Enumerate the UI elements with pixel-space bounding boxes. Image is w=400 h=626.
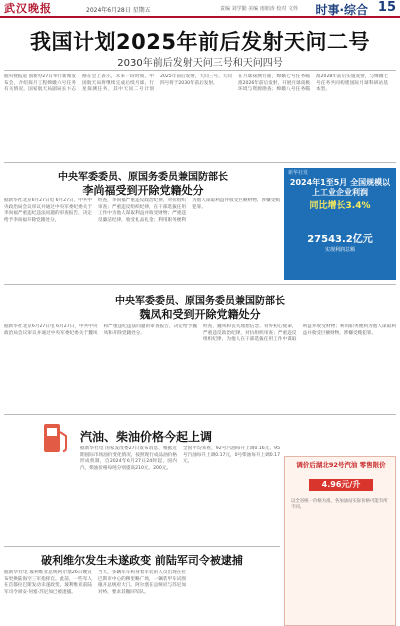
lead-paragraph: 在月球探测方面，嫦娥七号任务瞄准2026年前后发射，开展月球南极环境与资源勘查；嫦娥八号任务瞄准2028年前后实施发射，与嫦娥七号任务共同构建国际月球科研站基本型。 — [238, 74, 388, 92]
fuel-pump-icon — [38, 420, 74, 456]
article1-title-line2: 李尚福受到开除党籍处分 — [82, 184, 204, 197]
article1-paragraph: 据新华社北京6月27日电 6月27日，中共中央政治局会议审议并通过中央军委纪委关于李尚福严重违纪违法问题的审查报告，决定给予李尚福开除党籍处分。 — [4, 198, 92, 223]
oil-price-box — [284, 456, 396, 626]
infobox-growth-rate: 同比增长3.4% — [309, 201, 371, 211]
divider — [4, 284, 396, 285]
article1-paragraph: 经查，李尚福严重违反政治纪律，对抗组织审查；严重违反组织纪律，在干部选拔任用工作中为他人谋取利益并收受财物；严重违反廉洁纪律，收受礼品礼金；利用职务便利为他人谋取利益并收受巨额财物，涉嫌受贿犯罪。 — [98, 198, 280, 223]
article3-paragraph: 据新华社电 玻利维亚总统阿尔塞26日晚宣布更换陆海空三军指挥官。此前，一些军人在首都拉巴斯发动未遂政变。玻利维亚前陆军司令胡安·何塞·苏尼加已被逮捕。 — [4, 570, 92, 595]
newspaper-logo: 武汉晚报 — [4, 2, 52, 15]
article1-body — [4, 198, 280, 278]
issue-date: 2024年6月28日 星期五 — [86, 7, 151, 14]
section-name: 时事·综合 — [315, 3, 368, 17]
lead-body — [4, 74, 388, 158]
masthead — [0, 0, 400, 18]
oil-paragraph: 全国平均来看，92号汽油每升上调0.16元，95号汽油每升上调0.17元，0号柴油每升上调0.17元。 — [183, 446, 280, 464]
divider — [4, 414, 396, 415]
lead-subhead: 2030年前后发射天问三号和天问四号 — [117, 58, 283, 69]
lead-paragraph: 据央视报道 国新办27日举行新闻发布会，介绍探月工程嫦娥六号任务有关情况。国家航天局副局长卞志刚在会上表示，未来一段时间，中国航天局将继续完成后续月球、行星探测任务，其中天问二号计划2025年前后发射，天问三号、天问四号将于2030年前后发射。 — [4, 74, 232, 92]
article1-title-line1: 中央军委委员、原国务委员兼国防部长 — [58, 172, 228, 183]
industrial-profit-infobox — [284, 168, 396, 280]
divider — [4, 162, 396, 163]
infobox-source-tag: 新华社发 — [288, 170, 309, 176]
oil-paragraph: 据新华社电 国家发改委27日发布消息，根据近期国际市场油价变化情况，按照现行成品油价格形成机制，自2024年6月27日24时起，国内汽、柴油价格每吨分别提高210元、200元。 — [80, 446, 177, 471]
infobox-title: 2024年1至5月 全国规模以上工业企业利润 — [289, 178, 391, 197]
lead-headline: 我国计划2025年前后发射天问二号 — [30, 30, 370, 54]
divider — [4, 546, 280, 547]
oil-box-title: 调价后湖北92号汽油 零售限价 — [296, 461, 386, 469]
article3-paragraph: 当天，多辆军车和身着军装的人员出现在拉巴斯市中心的穆里略广场，一辆装甲车试图撞开总统府大门。阿尔塞在总统府与苏尼加对峙，要求其撤回军队。 — [98, 570, 186, 595]
oil-body — [80, 446, 280, 542]
article3-title: 破利维尔发生未遂政变 前陆军司令被逮捕 — [41, 554, 243, 567]
article2-body — [4, 324, 396, 410]
infobox-profit-label: 实现利润总额 — [324, 247, 355, 253]
article3-body — [4, 570, 280, 624]
article2-paragraph: 经查，魏凤和丧失理想信念、背弃初心使命，严重违反政治纪律，对抗组织审查；严重违反组织纪律，为他人在干部选拔任用工作中谋取利益并收受财物；利用职务便利为他人谋取利益并收受巨额财物，涉嫌受贿犯罪。 — [203, 324, 396, 342]
article2-title-line1: 中央军委委员、原国务委员兼国防部长 — [115, 296, 285, 307]
editor-line: 责编 刘学勤 美编 雨朋涛 校对 文姓 — [220, 6, 298, 12]
oil-title: 汽油、柴油价格今起上调 — [80, 430, 213, 444]
page-number: 15 — [377, 0, 396, 15]
infobox-profit-amount: 27543.2亿元 — [307, 234, 373, 245]
oil-box-price: 4.96元/升 — [309, 479, 373, 491]
divider — [4, 70, 396, 71]
article2-paragraph: 据新华社北京6月27日电 6月27日，中共中央政治局会议审议并通过中央军委纪委关于魏凤和严重违纪违法问题的审查报告，决定给予魏凤和开除党籍处分。 — [4, 324, 197, 336]
oil-box-note: 以全省统一价格为准，各加油站实际价格可能有所不同。 — [291, 499, 388, 511]
article2-title-line2: 魏凤和受到开除党籍处分 — [139, 308, 261, 321]
